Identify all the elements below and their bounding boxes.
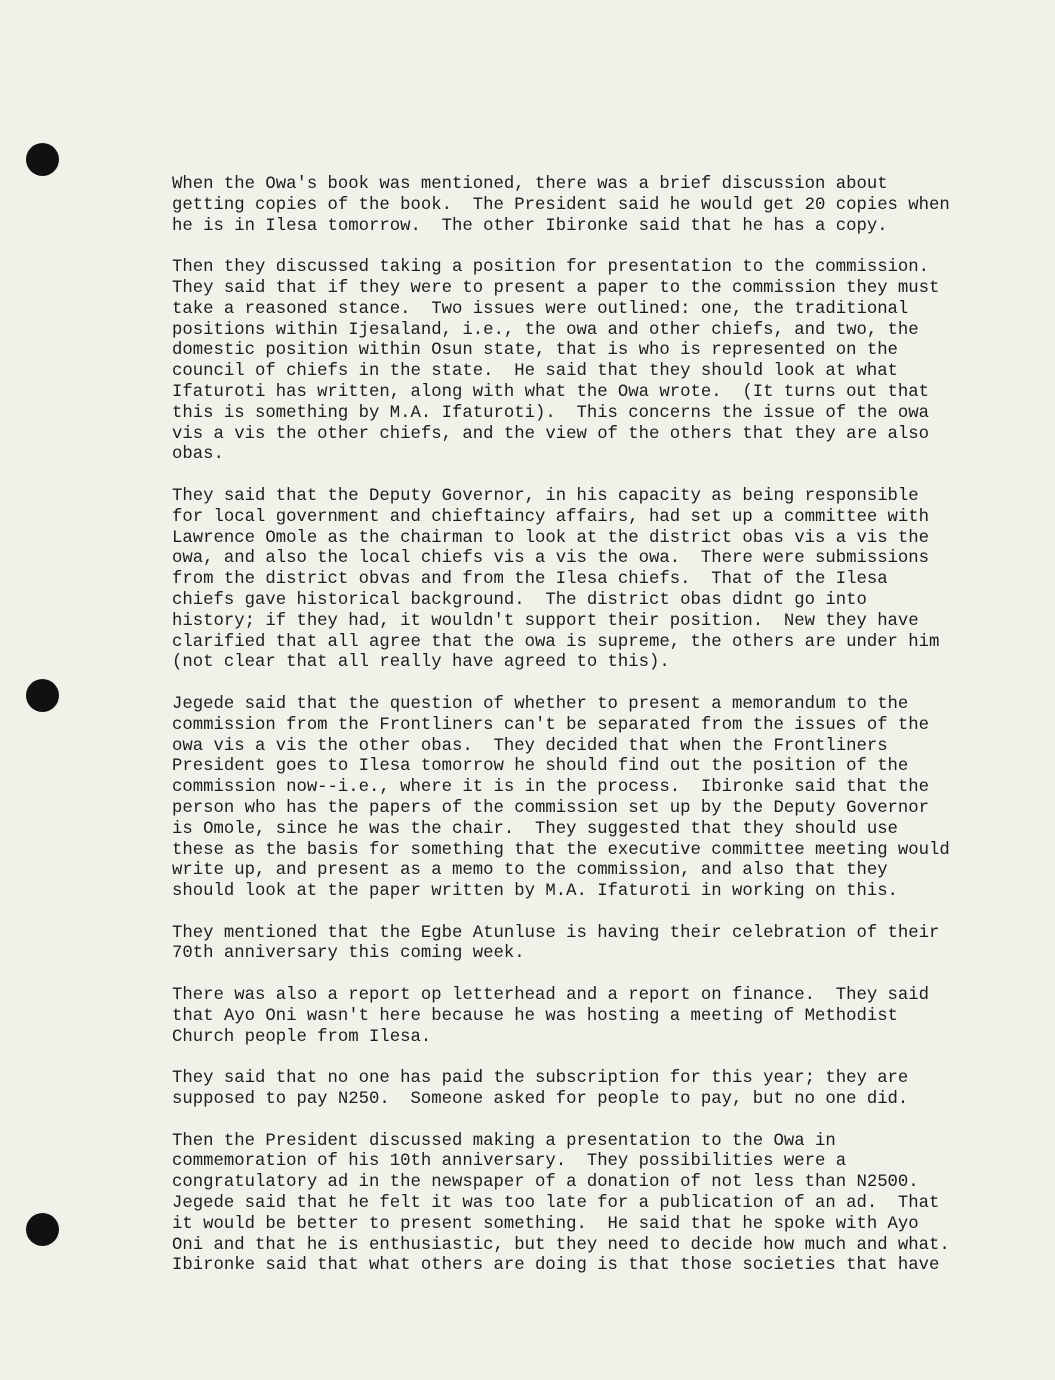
text-line: 70th anniversary this coming week.: [172, 944, 525, 964]
text-line: these as the basis for something that the executive committee meeting would: [172, 840, 950, 860]
text-line: President goes to Ilesa tomorrow he should find out the position of the: [172, 757, 909, 777]
text-line: getting copies of the book. The President said he would get 20 copies when: [172, 195, 950, 215]
text-line: it would be better to present something. He said that he spoke with Ayo: [172, 1214, 919, 1234]
text-line: commission now--i.e., where it is in the process. Ibironke said that the: [172, 778, 930, 798]
punch-hole-top: [26, 143, 59, 176]
text-line: clarified that all agree that the owa is supreme, the others are under him: [172, 632, 940, 652]
text-line: obas.: [172, 445, 224, 465]
text-line: person who has the papers of the commission set up by the Deputy Governor: [172, 798, 930, 818]
text-line: supposed to pay N250. Someone asked for people to pay, but no one did.: [172, 1090, 909, 1110]
text-line: owa vis a vis the other obas. They decided that when the Frontliners: [172, 736, 888, 756]
paragraph: [172, 986, 1002, 1048]
paragraph: [172, 1132, 1002, 1278]
text-line: There was also a report op letterhead and a report on finance. They said: [172, 986, 930, 1006]
text-line: They said that the Deputy Governor, in his capacity as being responsible: [172, 486, 919, 506]
text-line: that Ayo Oni wasn't here because he was hosting a meeting of Methodist: [172, 1006, 898, 1026]
text-line: They mentioned that the Egbe Atunluse is having their celebration of their: [172, 923, 940, 943]
paragraph: [172, 258, 1002, 466]
text-line: commission from the Frontliners can't be separated from the issues of the: [172, 715, 930, 735]
text-line: (not clear that all really have agreed to this).: [172, 653, 670, 673]
text-line: Oni and that he is enthusiastic, but they need to decide how much and what.: [172, 1235, 950, 1255]
text-line: write up, and present as a memo to the commission, and also that they: [172, 861, 888, 881]
text-line: Then the President discussed making a presentation to the Owa in: [172, 1131, 836, 1151]
text-line: congratulatory ad in the newspaper of a donation of not less than N2500.: [172, 1173, 919, 1193]
text-line: take a reasoned stance. Two issues were outlined: one, the traditional: [172, 299, 909, 319]
text-line: for local government and chieftaincy affairs, had set up a committee with: [172, 507, 930, 527]
text-line: chiefs gave historical background. The district obas didnt go into: [172, 590, 867, 610]
paragraph: [172, 695, 1002, 903]
text-line: Ifaturoti has written, along with what the Owa wrote. (It turns out that: [172, 382, 930, 402]
text-line: is Omole, since he was the chair. They suggested that they should use: [172, 819, 898, 839]
text-line: history; if they had, it wouldn't support their position. New they have: [172, 611, 919, 631]
text-line: from the district obvas and from the Ilesa chiefs. That of the Ilesa: [172, 570, 888, 590]
paragraph: [172, 924, 1002, 966]
text-line: positions within Ijesaland, i.e., the owa and other chiefs, and two, the: [172, 320, 919, 340]
text-line: this is something by M.A. Ifaturoti). This concerns the issue of the owa: [172, 403, 930, 423]
paragraph: [172, 487, 1002, 674]
text-line: council of chiefs in the state. He said that they should look at what: [172, 362, 898, 382]
text-line: Jegede said that he felt it was too late for a publication of an ad. That: [172, 1194, 940, 1214]
paragraph: [172, 1069, 1002, 1111]
text-line: should look at the paper written by M.A. Ifaturoti in working on this.: [172, 882, 898, 902]
text-line: Church people from Ilesa.: [172, 1027, 432, 1047]
punch-hole-bottom: [26, 1213, 59, 1246]
text-line: They said that no one has paid the subscription for this year; they are: [172, 1069, 909, 1089]
document-body: [172, 175, 1002, 1298]
text-line: vis a vis the other chiefs, and the view of the others that they are also: [172, 424, 930, 444]
punch-hole-middle: [26, 679, 59, 712]
text-line: Lawrence Omole as the chairman to look at the district obas vis a vis the: [172, 528, 930, 548]
text-line: They said that if they were to present a paper to the commission they must: [172, 278, 940, 298]
text-line: commemoration of his 10th anniversary. They possibilities were a: [172, 1152, 847, 1172]
text-line: Ibironke said that what others are doing is that those societies that have: [172, 1256, 940, 1276]
paragraph: [172, 175, 1002, 237]
text-line: Then they discussed taking a position for presentation to the commission.: [172, 258, 930, 278]
text-line: domestic position within Osun state, that is who is represented on the: [172, 341, 898, 361]
text-line: owa, and also the local chiefs vis a vis the owa. There were submissions: [172, 549, 930, 569]
text-line: When the Owa's book was mentioned, there was a brief discussion about: [172, 175, 888, 194]
text-line: Jegede said that the question of whether to present a memorandum to the: [172, 694, 909, 714]
text-line: he is in Ilesa tomorrow. The other Ibironke said that he has a copy.: [172, 216, 888, 236]
